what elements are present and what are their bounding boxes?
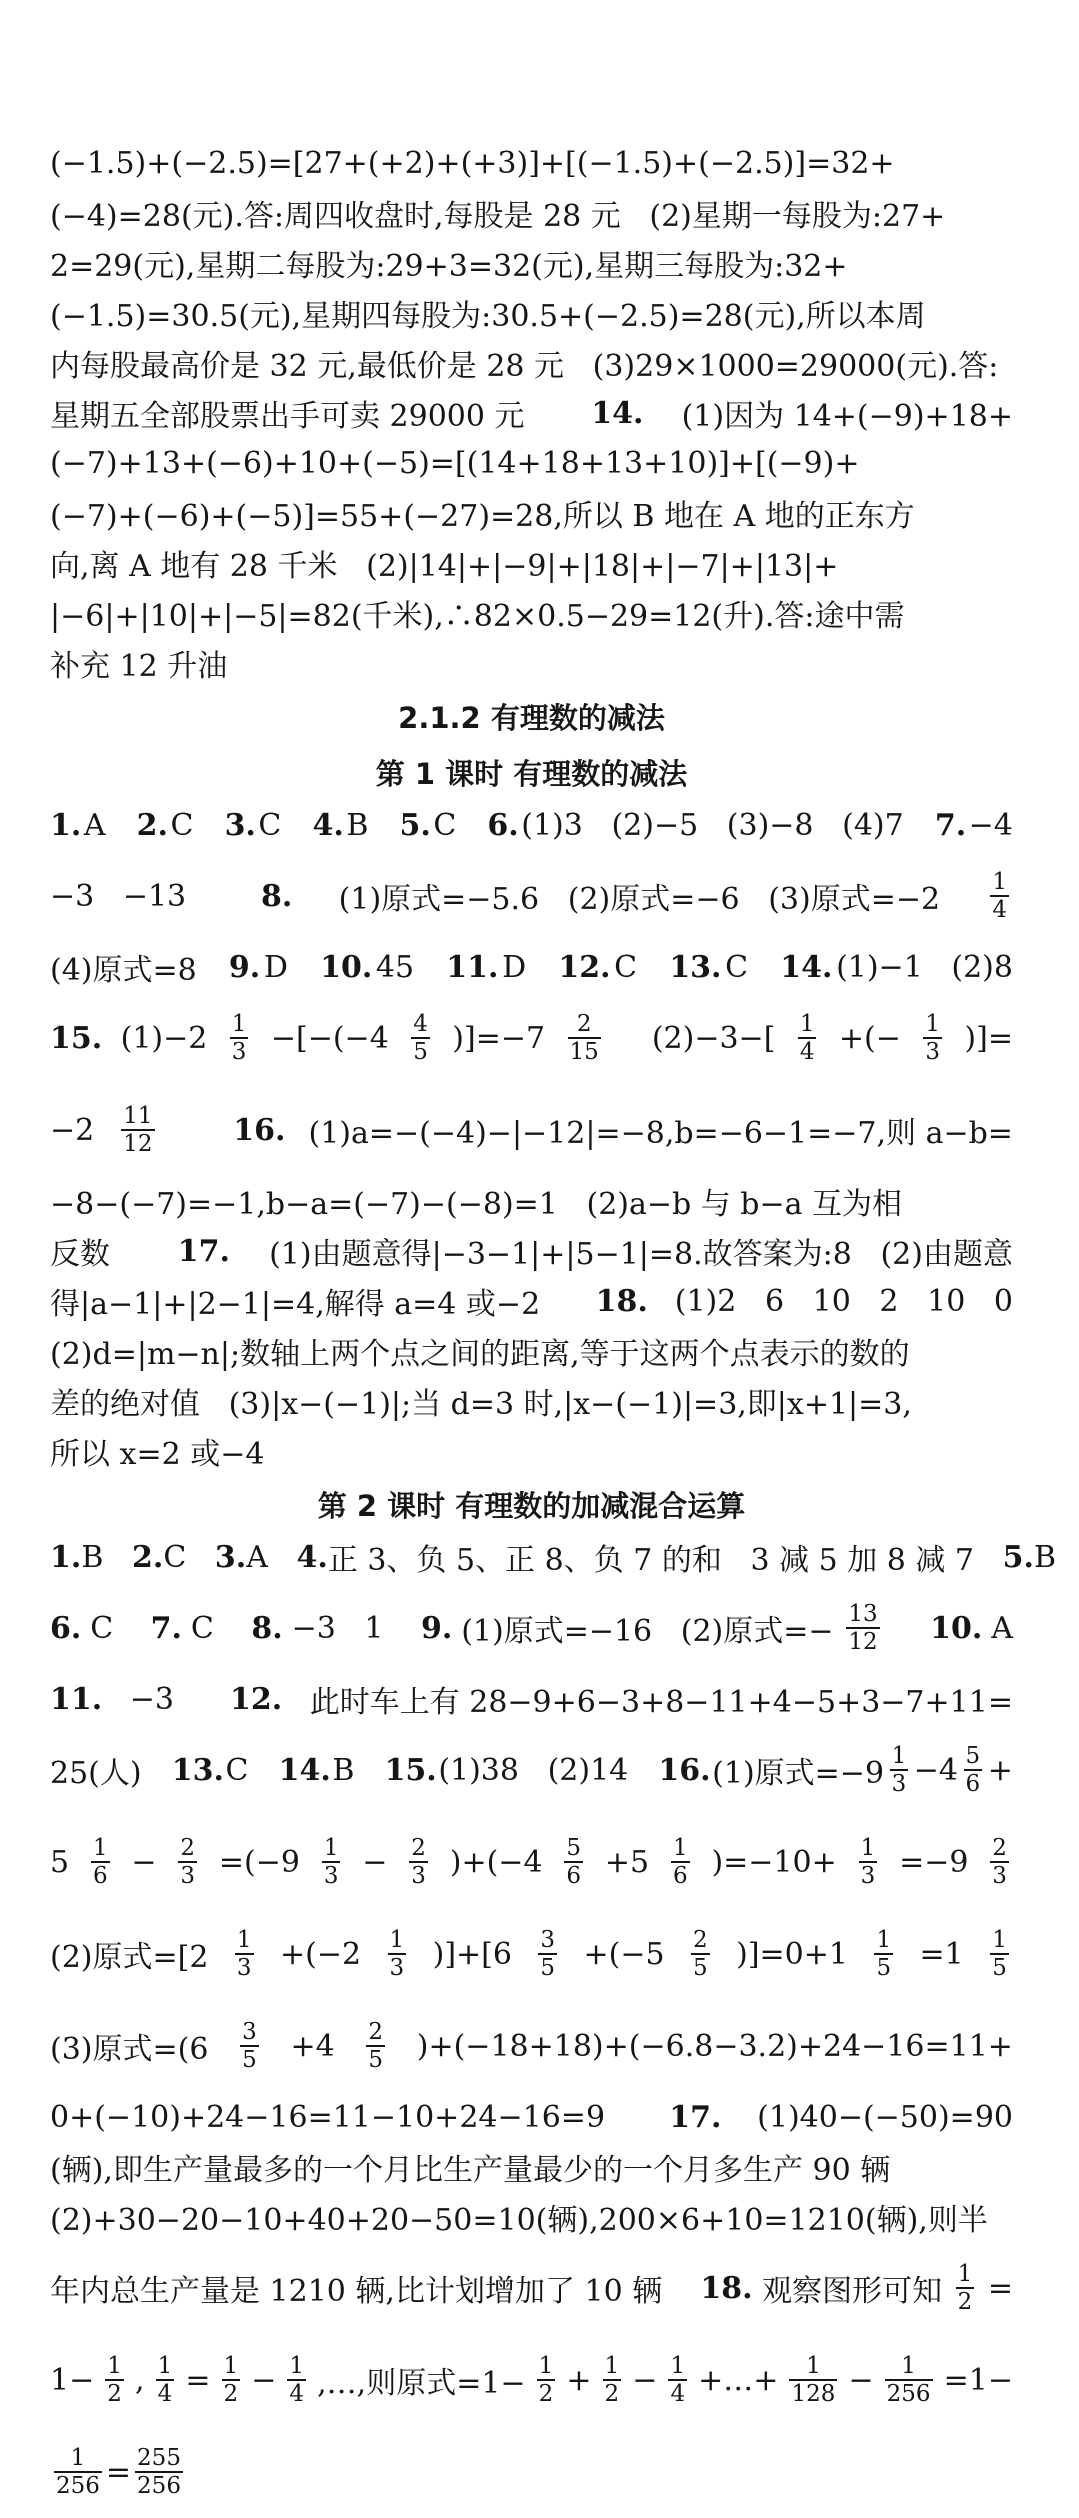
text-segment: 观察图形可知 [762,2274,943,2309]
text-segment: +4 [290,2028,335,2064]
fraction [890,1743,909,1798]
text-segment: (4)原式=8 [50,953,226,988]
fraction-numerator: 1 [236,1926,252,1953]
fraction-numerator: 1 [891,1742,907,1769]
text-segment: +…+ [698,2362,779,2398]
text-segment: )+(−4 [449,1844,543,1880]
fraction [568,1011,601,1066]
text-segment: (1)−2 [120,1020,208,1056]
fraction-denominator: 12 [848,1629,878,1655]
fraction [409,1835,428,1890]
text-segment: (1)40−(−50)=90 [757,2099,1013,2135]
text-line [50,1582,1013,1674]
fraction [990,869,1009,924]
text-segment: −3 −13 [50,878,215,914]
text-line [50,942,1013,992]
text-line [50,638,1013,688]
fraction-denominator: 6 [965,1771,981,1797]
text-segment: (1)−1 (2)8 [836,949,1013,985]
text-segment: A [991,1610,1013,1646]
question-number: 14. [591,395,644,431]
text-segment: |−6|+|10|+|−5|=82(千米),∴82×0.5−29=12(升).答:途中需 [50,599,905,634]
fraction-numerator: 4 [413,1010,428,1037]
question-number: 1. [50,1539,82,1575]
text-segment: −[−(−4 [270,1020,389,1056]
question-number: 15. [50,1020,103,1056]
fraction-denominator: 3 [411,1863,426,1889]
text-segment: + [987,1752,1013,1788]
text-segment: −4 [913,1752,958,1788]
text-segment: C [190,1610,243,1646]
fraction [964,1743,983,1798]
question-number: 16. [658,1752,711,1788]
text-line [50,992,1013,1084]
text-segment: 此时车上有 28−9+6−3+8−11+4−5+3−7+11= [309,1685,1013,1720]
fraction-denominator: 5 [413,1039,428,1065]
text-line [50,338,1013,388]
fraction [230,1011,249,1066]
text-line [50,1276,1013,1326]
text-segment: (1)3 (2)−5 (3)−8 (4)7 [521,807,933,843]
question-number: 10. [930,1610,983,1646]
text-segment: A [83,807,135,843]
fraction-denominator: 6 [92,1863,108,1889]
fraction-denominator: 256 [886,2381,931,2407]
fraction-numerator: 1 [323,1834,339,1861]
fraction-numerator: 1 [799,1010,815,1037]
fraction-denominator: 3 [925,1039,940,1065]
question-number: 15. [384,1752,437,1788]
text-segment: =−9 [899,1844,969,1880]
fraction [874,1927,893,1982]
text-segment: (1)原式=−9 [712,1756,885,1791]
text-line [50,2334,1013,2426]
section-heading: 第 2 课时 有理数的加减混合运算 [317,1488,746,1523]
text-segment: (1)原式=−16 (2)原式=− [461,1614,834,1649]
fraction [156,2353,175,2408]
fraction [105,2353,124,2408]
text-segment: = [987,2270,1013,2306]
question-number: 9. [420,1610,453,1646]
fraction-numerator: 2 [180,1834,196,1861]
question-number: 13. [669,949,722,985]
fraction [235,1927,254,1982]
text-line [50,1426,1013,1476]
text-line [50,2142,1013,2192]
question-number: 8. [251,1610,283,1646]
fraction [121,1103,154,1158]
text-segment: +(− [838,1020,901,1056]
text-segment: (−4)=28(元).答:周四收盘时,每股是 28 元 (2)星期一每股为:27+ [50,199,946,234]
fraction-numerator: 13 [848,1600,878,1627]
question-number: 5. [1002,1539,1034,1575]
text-segment: C [725,949,777,985]
fraction-numerator: 1 [992,868,1007,895]
text-segment: 年内总生产量是 1210 辆,比计划增加了 10 辆 [50,2274,691,2309]
fraction-numerator: 255 [137,2444,181,2471]
fraction-denominator: 3 [860,1863,876,1889]
question-number: 5. [399,807,431,843]
fraction-numerator: 1 [604,2352,620,2379]
text-line [50,488,1013,538]
text-segment: =1− [943,2362,1013,2398]
text-segment: )]= [964,1020,1013,1056]
text-segment: 星期五全部股票出手可卖 29000 元 [50,399,554,434]
fraction-numerator: 2 [368,2018,384,2045]
fraction [603,2353,622,2408]
question-number: 2. [131,1539,164,1575]
fraction [388,1927,407,1982]
fraction-numerator: 1 [992,1926,1007,1953]
text-segment: +5 [604,1844,650,1880]
fraction-numerator: 1 [925,1010,940,1037]
text-segment: =(−9 [218,1844,300,1880]
fraction [923,1011,942,1066]
fraction-denominator: 5 [876,1955,892,1981]
fraction-denominator: 5 [540,1955,556,1981]
fraction-numerator: 2 [693,1926,708,1953]
question-number: 18. [700,2270,753,2306]
question-number: 12. [230,1681,283,1717]
fraction-denominator: 5 [693,1955,708,1981]
fraction-denominator: 3 [389,1955,405,1981]
fraction [537,2353,556,2408]
text-segment [893,1611,922,1646]
question-number: 17. [669,2099,722,2135]
text-segment: 25(人) [50,1756,171,1791]
fraction-numerator: 1 [70,2444,86,2471]
text-line [50,1376,1013,1426]
fraction [366,2019,385,2074]
text-line [50,1908,1013,2000]
text-line [50,1176,1013,1226]
text-segment: )+(−18+18)+(−6.8−3.2)+24−16=11+ [416,2028,1013,2064]
fraction [990,1927,1009,1982]
fraction [538,1927,557,1982]
text-segment: C [258,807,310,843]
text-line [50,2092,1013,2142]
text-segment: 2=29(元),星期二每股为:29+3=32(元),星期三每股为:32+ [50,249,848,284]
text-segment: )]+[6 [432,1936,512,1972]
text-segment: C [90,1610,142,1646]
fraction [691,1927,710,1982]
text-segment: 内每股最高价是 32 元,最低价是 28 元 (3)29×1000=29000(元).答: [50,349,999,384]
text-segment: (1)a=−(−4)−|−12|=−8,b=−6−1=−7,则 a−b= [308,1116,1013,1151]
fraction-numerator: 1 [901,2352,916,2379]
fraction-denominator: 4 [670,2381,686,2407]
fraction-denominator: 4 [157,2381,173,2407]
text-line [50,1226,1013,1276]
fraction [240,2019,259,2074]
fraction-denominator: 3 [992,1863,1007,1889]
text-line [50,538,1013,588]
text-line [50,2426,1013,2518]
question-number: 3. [224,807,256,843]
text-segment: − [131,1844,157,1880]
fraction-numerator: 1 [92,1834,108,1861]
text-segment: 反数 [50,1237,139,1272]
fraction [789,2353,837,2408]
fraction-denominator: 2 [538,2381,554,2407]
text-segment: 1− [50,2362,95,2398]
text-line [50,1724,1013,1816]
text-segment [182,1113,211,1148]
fraction [990,1835,1009,1890]
fraction-numerator: 1 [672,1834,688,1861]
text-line [50,2000,1013,2092]
text-line [50,288,1013,338]
fraction-numerator: 5 [965,1742,981,1769]
text-segment: , [135,2362,145,2398]
fraction-denominator: 256 [137,2473,181,2499]
text-line [50,850,1013,942]
fraction-denominator: 256 [56,2473,100,2499]
question-number: 8. [261,878,293,914]
text-segment: (−1.5)=30.5(元),星期四每股为:30.5+(−2.5)=28(元),所以本周 [50,299,926,334]
fraction [956,2261,975,2316]
text-segment: C [170,807,223,843]
text-segment: B [332,1752,384,1788]
text-segment: (1)38 (2)14 [438,1752,657,1788]
text-segment: D [263,949,317,985]
fraction [135,2445,183,2500]
question-number: 6. [487,807,519,843]
question-number: 16. [233,1112,286,1148]
fraction [668,2353,687,2408]
text-segment: (2)+30−20−10+40+20−50=10(辆),200×6+10=1210(辆),则半 [50,2203,988,2238]
fraction [671,1835,690,1890]
fraction-numerator: 3 [540,1926,556,1953]
text-segment: (−7)+13+(−6)+10+(−5)=[(14+18+13+10)]+[(−9)+ [50,445,860,481]
fraction [798,1011,817,1066]
question-number: 3. [214,1539,247,1575]
question-number: 4. [312,807,344,843]
text-line [50,438,1013,488]
fraction-numerator: 5 [566,1834,582,1861]
text-segment: −8−(−7)=−1,b−a=(−7)−(−8)=1 (2)a−b 与 b−a 互为相 [50,1187,903,1222]
text-segment: 0+(−10)+24−16=11−10+24−16=9 [50,2099,634,2135]
question-number: 10. [320,949,373,985]
section-heading: 第 1 课时 有理数的减法 [375,756,688,791]
fraction [287,2353,306,2408]
question-number: 14. [278,1752,331,1788]
text-segment: )=−10+ [711,1844,837,1880]
fraction-denominator: 15 [569,1039,599,1065]
question-number: 6. [50,1610,82,1646]
fraction-denominator: 3 [236,1955,252,1981]
question-number: 11. [446,949,499,985]
fraction [178,1835,197,1890]
text-segment: C [225,1752,278,1788]
text-segment: 向,离 A 地有 28 千米 (2)|14|+|−9|+|18|+|−7|+|13|+ [50,549,839,584]
fraction-numerator: 1 [157,2352,173,2379]
text-segment: − [848,2362,874,2398]
fraction-numerator: 1 [223,2352,239,2379]
text-line [50,2242,1013,2334]
text-segment: 补充 12 升油 [50,649,228,684]
fraction-denominator: 4 [289,2381,305,2407]
text-segment: +(−2 [279,1936,362,1972]
fraction [846,1601,879,1656]
fraction-numerator: 1 [806,2352,821,2379]
text-segment: = [105,2454,132,2490]
text-line [50,1816,1013,1908]
text-segment: = [185,2362,211,2398]
text-segment: −3 1 [291,1610,413,1646]
text-segment: − [362,1844,388,1880]
fraction-numerator: 1 [231,1010,247,1037]
fraction-numerator: 1 [289,2352,305,2379]
section-heading: 2.1.2 有理数的减法 [398,700,665,735]
text-line [50,800,1013,850]
text-segment: 45 [375,949,443,985]
text-segment: −3 [129,1681,203,1717]
fraction-denominator: 2 [604,2381,620,2407]
text-segment: (−1.5)+(−2.5)=[27+(+2)+(+3)]+[(−1.5)+(−2.5)]=32+ [50,145,895,181]
text-line [50,1326,1013,1376]
text-segment: (1)由题意得|−3−1|+|5−1|=8.故答案为:8 (2)由题意 [269,1237,1013,1272]
text-segment: )]=−7 [452,1020,546,1056]
question-number: 4. [296,1539,328,1575]
text-segment: 正 3、负 5、正 8、负 7 的和 3 减 5 加 8 减 7 [327,1543,1003,1578]
text-segment: 差的绝对值 (3)|x−(−1)|;当 d=3 时,|x−(−1)|=3,即|x+1|=3, [50,1387,912,1422]
text-segment: (辆),即生产量最多的一个月比生产量最少的一个月多生产 90 辆 [50,2153,891,2188]
text-segment: B [346,807,397,843]
question-number: 9. [228,949,261,985]
fraction-numerator: 1 [957,2260,973,2287]
fraction-denominator: 3 [231,1039,247,1065]
text-segment: (2)d=|m−n|;数轴上两个点之间的距离,等于这两个点表示的数的 [50,1337,910,1372]
fraction [91,1835,110,1890]
question-number: 2. [136,807,168,843]
text-segment: 得|a−1|+|2−1|=4,解得 a=4 或−2 [50,1287,569,1322]
text-segment: D [502,949,555,985]
text-line [50,588,1013,638]
question-number: 12. [558,949,611,985]
text-segment: (2)原式=[2 [50,1940,209,1975]
question-number: 1. [50,807,82,843]
fraction-denominator: 5 [242,2047,257,2073]
text-segment: ,…,则原式=1− [317,2366,526,2401]
text-line [50,2192,1013,2242]
fraction-denominator: 2 [223,2381,239,2407]
fraction [322,1835,341,1890]
fraction-denominator: 5 [992,1955,1007,1981]
fraction-denominator: 4 [992,897,1007,923]
question-number: 13. [171,1752,224,1788]
text-segment: (1)2 6 10 2 10 0 [674,1283,1013,1319]
fraction-denominator: 6 [672,1863,688,1889]
fraction-denominator: 3 [180,1863,196,1889]
text-segment: − [632,2362,658,2398]
fraction-numerator: 2 [411,1834,426,1861]
fraction-numerator: 2 [992,1834,1007,1861]
text-segment: (1)原式=−5.6 (2)原式=−6 (3)原式=−2 [338,882,941,917]
text-segment: (−7)+(−6)+(−5)]=55+(−27)=28,所以 B 地在 A 地的正东方 [50,499,915,534]
fraction-denominator: 2 [107,2381,122,2407]
text-segment: =1 [919,1936,964,1972]
fraction [222,2353,241,2408]
text-segment: (2)−3−[ [623,1020,776,1056]
text-segment: (1)因为 14+(−9)+18+ [681,399,1013,434]
text-segment: C [433,807,485,843]
text-segment: )]=0+1 [736,1936,848,1972]
fraction-denominator: 5 [368,2047,384,2073]
text-segment: −4 [968,807,1013,843]
text-line [50,1674,1013,1724]
text-segment: C [614,949,666,985]
question-number: 17. [177,1233,230,1269]
fraction [859,1835,878,1890]
fraction [564,1835,583,1890]
fraction-denominator: 4 [799,1039,815,1065]
text-line [50,1532,1056,1582]
text-line [50,388,1013,438]
text-line [50,1084,1013,1176]
fraction-denominator: 3 [323,1863,339,1889]
fraction-numerator: 2 [576,1010,592,1037]
text-segment: − [251,2362,277,2398]
fraction-denominator: 3 [891,1771,907,1797]
text-segment: A [246,1539,297,1575]
question-number: 11. [50,1681,103,1717]
fraction [411,1011,430,1066]
text-segment: C [163,1539,215,1575]
fraction-numerator: 1 [389,1926,405,1953]
fraction-denominator: 6 [566,1863,582,1889]
fraction-denominator: 128 [791,2381,836,2407]
question-number: 18. [595,1283,648,1319]
question-number: 14. [780,949,833,985]
fraction-numerator: 1 [107,2352,122,2379]
fraction-numerator: 1 [670,2352,686,2379]
text-segment: (3)原式=(6 [50,2032,209,2067]
fraction-denominator: 2 [957,2289,973,2315]
text-segment: B [81,1539,132,1575]
fraction-denominator: 12 [123,1131,153,1157]
text-segment: −2 [50,1112,95,1148]
text-segment: + [566,2362,592,2398]
text-segment: 所以 x=2 或−4 [50,1437,265,1472]
question-number: 7. [150,1610,182,1646]
question-number: 7. [934,807,967,843]
fraction [54,2445,102,2500]
text-segment: 5 [50,1844,70,1880]
fraction-numerator: 1 [876,1926,892,1953]
text-line [50,138,1013,188]
fraction [885,2353,933,2408]
fraction-numerator: 1 [860,1834,876,1861]
fraction-numerator: 3 [242,2018,257,2045]
text-segment: B [1033,1539,1056,1575]
fraction-numerator: 1 [538,2352,554,2379]
text-line [50,188,1013,238]
text-segment: +(−5 [583,1936,665,1972]
text-line [50,238,1013,288]
fraction-numerator: 11 [123,1102,153,1129]
